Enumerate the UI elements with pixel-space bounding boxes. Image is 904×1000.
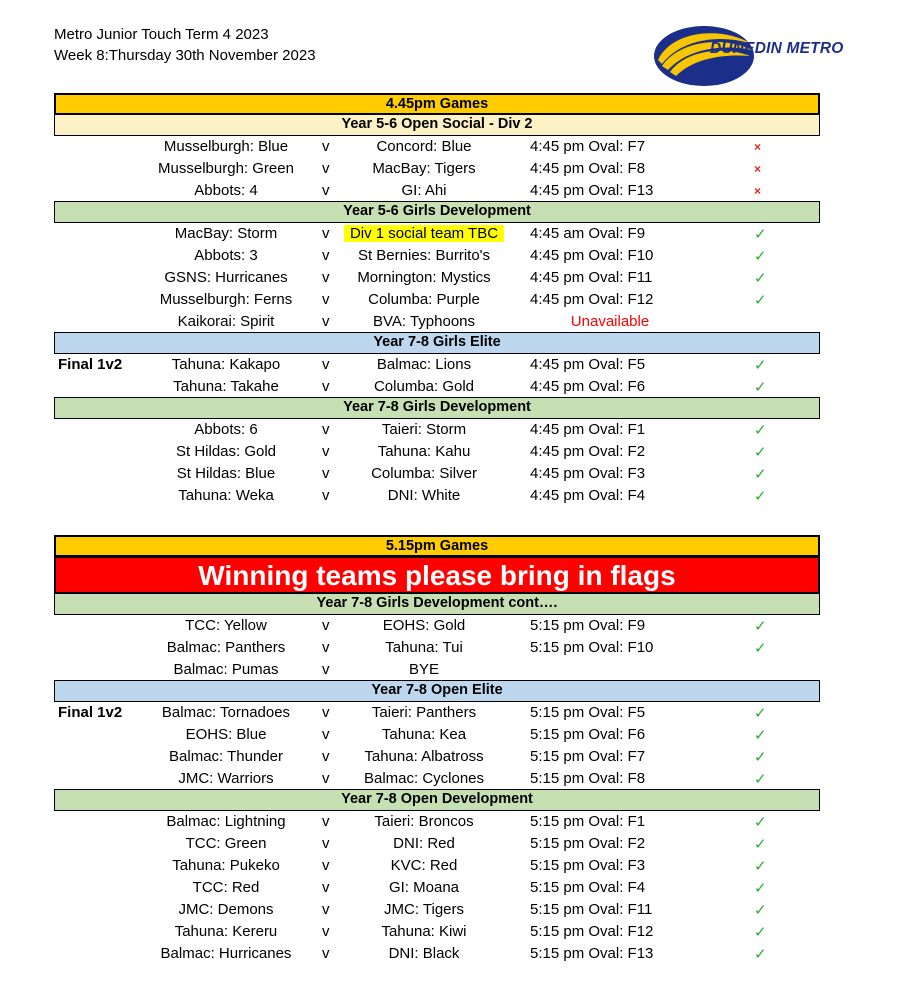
- versus-label: v: [322, 356, 330, 373]
- game-time: 5:15 pm: [530, 857, 585, 874]
- confirmed-check-icon: ✓: [754, 727, 767, 744]
- time-oval: [530, 770, 645, 787]
- confirmed-check-icon: ✓: [754, 749, 767, 766]
- versus-label: v: [322, 901, 330, 918]
- game-row: [54, 615, 820, 637]
- home-team: Tahuna: Pukeko: [172, 857, 280, 874]
- time-oval: [530, 879, 645, 896]
- game-time: 4:45 pm: [530, 356, 585, 373]
- game-row: [54, 223, 820, 245]
- time-oval: [530, 835, 645, 852]
- away-team: DNI: Black: [388, 945, 460, 962]
- versus-label: v: [322, 378, 330, 395]
- away-team: JMC: Tigers: [383, 901, 465, 918]
- oval-field: Oval: F11: [588, 269, 653, 286]
- versus-label: v: [322, 160, 330, 177]
- game-list: [54, 811, 820, 965]
- home-team: Balmac: Panthers: [166, 639, 286, 656]
- away-team: DNI: Red: [393, 835, 455, 852]
- game-time: 4:45 pm: [530, 160, 585, 177]
- home-team: Musselburgh: Blue: [163, 138, 289, 155]
- oval-field: Oval: F2: [588, 835, 646, 852]
- away-team: BVA: Typhoons: [372, 313, 476, 330]
- home-team: Tahuna: Kereru: [174, 923, 278, 940]
- competition-title: Metro Junior Touch Term 4 2023: [54, 26, 269, 43]
- week-date: Week 8:Thursday 30th November 2023: [54, 47, 316, 64]
- confirmed-check-icon: ✓: [754, 924, 767, 941]
- oval-field: Oval: F7: [588, 748, 646, 765]
- confirmed-check-icon: ✓: [754, 379, 767, 396]
- game-time: 4:45 pm: [530, 421, 585, 438]
- game-time: 4:45 pm: [530, 291, 585, 308]
- away-team: Columba: Gold: [373, 378, 475, 395]
- versus-label: v: [322, 770, 330, 787]
- game-time: 5:15 pm: [530, 879, 585, 896]
- game-time: 5:15 pm: [530, 639, 585, 656]
- confirmed-check-icon: ✓: [754, 771, 767, 788]
- time-oval: [530, 923, 653, 940]
- oval-field: Oval: F2: [588, 443, 646, 460]
- time-oval: [530, 857, 645, 874]
- away-team: KVC: Red: [390, 857, 458, 874]
- division-header: Year 5-6 Girls Development: [54, 201, 820, 223]
- oval-field: Oval: F7: [588, 138, 646, 155]
- game-list: [54, 223, 820, 333]
- session-515: [54, 536, 820, 965]
- away-team: Tahuna: Kiwi: [381, 923, 467, 940]
- game-list: [54, 615, 820, 681]
- versus-label: v: [322, 617, 330, 634]
- game-time: 4:45 pm: [530, 378, 585, 395]
- confirmed-check-icon: ✓: [754, 466, 767, 483]
- away-team: Tahuna: Albatross: [364, 748, 484, 765]
- game-time: 4:45 pm: [530, 138, 585, 155]
- time-oval: [530, 726, 645, 743]
- home-team: Tahuna: Kakapo: [171, 356, 281, 373]
- versus-label: v: [322, 704, 330, 721]
- away-team: Columba: Purple: [368, 291, 480, 308]
- game-time: 4:45 pm: [530, 269, 585, 286]
- game-time: 4:45 pm: [530, 182, 585, 199]
- game-time: 5:15 pm: [530, 901, 585, 918]
- time-oval: [530, 160, 645, 177]
- home-team: Tahuna: Takahe: [173, 378, 279, 395]
- game-row: [54, 659, 820, 681]
- time-oval: [530, 443, 645, 460]
- game-time: 5:15 pm: [530, 835, 585, 852]
- versus-label: v: [322, 182, 330, 199]
- game-row: [54, 311, 820, 333]
- oval-field: Oval: F13: [588, 945, 654, 962]
- home-team: Kaikorai: Spirit: [177, 313, 275, 330]
- time-oval: [530, 639, 653, 656]
- game-time: 5:15 pm: [530, 813, 585, 830]
- game-row: [54, 419, 820, 441]
- time-oval: [530, 487, 645, 504]
- game-time: 4:45 pm: [530, 247, 585, 264]
- oval-field: Oval: F12: [588, 291, 654, 308]
- game-row: [54, 768, 820, 790]
- time-oval: [530, 617, 645, 634]
- game-row: [54, 637, 820, 659]
- dunedin-metro-logo: [652, 20, 862, 88]
- division-header: Year 7-8 Girls Development cont….: [54, 593, 820, 615]
- time-oval: [530, 378, 645, 395]
- oval-field: Oval: F9: [588, 617, 646, 634]
- away-team: BYE: [408, 661, 440, 678]
- versus-label: v: [322, 661, 330, 678]
- game-row: [54, 158, 820, 180]
- confirmed-check-icon: ✓: [754, 902, 767, 919]
- time-oval: [530, 704, 645, 721]
- oval-field: Oval: F5: [588, 704, 646, 721]
- game-row: [54, 485, 820, 507]
- away-team: Concord: Blue: [376, 138, 472, 155]
- game-time: 5:15 pm: [530, 923, 585, 940]
- game-time: 4:45 pm: [530, 443, 585, 460]
- game-row: [54, 746, 820, 768]
- confirmed-check-icon: ✓: [754, 836, 767, 853]
- oval-field: Oval: F6: [588, 378, 646, 395]
- oval-field: Oval: F1: [588, 421, 646, 438]
- time-oval: [530, 269, 652, 286]
- division-header: Year 7-8 Open Development: [54, 789, 820, 811]
- oval-field: Oval: F5: [588, 356, 646, 373]
- away-team: DNI: White: [387, 487, 461, 504]
- oval-field: Oval: F12: [588, 923, 654, 940]
- away-team: Balmac: Cyclones: [363, 770, 485, 787]
- session-title: 4.45pm Games: [54, 93, 820, 115]
- time-oval: [530, 945, 653, 962]
- versus-label: v: [322, 923, 330, 940]
- home-team: St Hildas: Gold: [175, 443, 277, 460]
- away-team: St Bernies: Burrito's: [357, 247, 491, 264]
- confirmed-check-icon: ✓: [754, 858, 767, 875]
- oval-field: Oval: F9: [588, 225, 646, 242]
- game-time: 5:15 pm: [530, 726, 585, 743]
- confirmed-check-icon: ✓: [754, 880, 767, 897]
- away-team: Taieri: Panthers: [371, 704, 477, 721]
- away-team: Taieri: Broncos: [374, 813, 474, 830]
- home-team: EOHS: Blue: [185, 726, 267, 743]
- versus-label: v: [322, 421, 330, 438]
- oval-field: Oval: F10: [588, 639, 654, 656]
- home-team: TCC: Yellow: [185, 617, 267, 634]
- away-team: Tahuna: Tui: [385, 639, 463, 656]
- oval-field: Oval: F3: [588, 465, 646, 482]
- versus-label: v: [322, 639, 330, 656]
- division-header: Year 7-8 Girls Development: [54, 397, 820, 419]
- time-oval: [530, 748, 645, 765]
- versus-label: v: [322, 945, 330, 962]
- oval-field: Oval: F8: [588, 160, 646, 177]
- away-team: Tahuna: Kea: [381, 726, 467, 743]
- game-list: [54, 354, 820, 398]
- away-team: Columba: Silver: [371, 465, 477, 482]
- game-row: [54, 376, 820, 398]
- home-team: Musselburgh: Green: [158, 160, 294, 177]
- versus-label: v: [322, 813, 330, 830]
- home-team: Balmac: Tornadoes: [161, 704, 291, 721]
- away-team: Tahuna: Kahu: [377, 443, 471, 460]
- home-team: Tahuna: Weka: [178, 487, 274, 504]
- home-team: MacBay: Storm: [174, 225, 278, 242]
- versus-label: v: [322, 138, 330, 155]
- game-time: 5:15 pm: [530, 945, 585, 962]
- game-row: [54, 136, 820, 158]
- game-list: [54, 702, 820, 790]
- time-oval: [530, 465, 645, 482]
- game-row: [54, 702, 820, 724]
- game-time: 5:15 pm: [530, 748, 585, 765]
- versus-label: v: [322, 748, 330, 765]
- cancelled-cross-icon: ×: [754, 184, 762, 198]
- oval-field: Oval: F4: [588, 879, 646, 896]
- cancelled-cross-icon: ×: [754, 162, 762, 176]
- oval-field: Oval: F3: [588, 857, 646, 874]
- game-row: [54, 877, 820, 899]
- status-unavailable: Unavailable: [570, 313, 650, 330]
- confirmed-check-icon: ✓: [754, 444, 767, 461]
- home-team: Balmac: Lightning: [166, 813, 286, 830]
- game-row: [54, 943, 820, 965]
- away-team: Div 1 social team TBC: [344, 225, 504, 242]
- versus-label: v: [322, 247, 330, 264]
- oval-field: Oval: F11: [588, 901, 653, 918]
- game-row: [54, 855, 820, 877]
- home-team: Balmac: Hurricanes: [160, 945, 292, 962]
- game-time: 4:45 pm: [530, 487, 585, 504]
- away-team: EOHS: Gold: [382, 617, 466, 634]
- home-team: Balmac: Thunder: [169, 748, 283, 765]
- division-header: Year 7-8 Girls Elite: [54, 332, 820, 354]
- home-team: Musselburgh: Ferns: [159, 291, 293, 308]
- game-row: [54, 441, 820, 463]
- home-team: St Hildas: Blue: [176, 465, 276, 482]
- session-445: [54, 94, 820, 507]
- confirmed-check-icon: ✓: [754, 248, 767, 265]
- confirmed-check-icon: ✓: [754, 357, 767, 374]
- versus-label: v: [322, 726, 330, 743]
- confirmed-check-icon: ✓: [754, 270, 767, 287]
- confirmed-check-icon: ✓: [754, 705, 767, 722]
- oval-field: Oval: F10: [588, 247, 654, 264]
- game-time: 5:15 pm: [530, 704, 585, 721]
- home-team: Abbots: 6: [194, 421, 258, 438]
- game-row: [54, 724, 820, 746]
- time-oval: [530, 225, 645, 242]
- game-list: [54, 136, 820, 202]
- game-row: [54, 180, 820, 202]
- versus-label: v: [322, 879, 330, 896]
- game-row: [54, 289, 820, 311]
- time-oval: [530, 901, 652, 918]
- game-row: [54, 245, 820, 267]
- final-note: Final 1v2: [58, 356, 123, 373]
- oval-field: Oval: F6: [588, 726, 646, 743]
- final-note: Final 1v2: [58, 704, 123, 721]
- game-time: 4:45 am: [530, 225, 585, 242]
- versus-label: v: [322, 465, 330, 482]
- away-team: Balmac: Lions: [376, 356, 472, 373]
- confirmed-check-icon: ✓: [754, 422, 767, 439]
- game-row: [54, 899, 820, 921]
- game-row: [54, 833, 820, 855]
- home-team: TCC: Green: [185, 835, 267, 852]
- logo-text: DUNEDIN METRO: [710, 40, 844, 57]
- home-team: Abbots: 3: [194, 247, 258, 264]
- time-oval: [530, 138, 645, 155]
- versus-label: v: [322, 443, 330, 460]
- division-header: Year 5-6 Open Social - Div 2: [54, 114, 820, 136]
- oval-field: Oval: F1: [588, 813, 646, 830]
- division-header: Year 7-8 Open Elite: [54, 680, 820, 702]
- versus-label: v: [322, 269, 330, 286]
- home-team: Balmac: Pumas: [173, 661, 279, 678]
- away-team: Mornington: Mystics: [357, 269, 491, 286]
- flags-banner: Winning teams please bring in flags: [54, 556, 820, 594]
- confirmed-check-icon: ✓: [754, 292, 767, 309]
- home-team: JMC: Warriors: [178, 770, 274, 787]
- game-time: 5:15 pm: [530, 617, 585, 634]
- confirmed-check-icon: ✓: [754, 946, 767, 963]
- away-team: MacBay: Tigers: [372, 160, 476, 177]
- confirmed-check-icon: ✓: [754, 488, 767, 505]
- away-team: GI: Moana: [388, 879, 460, 896]
- versus-label: v: [322, 857, 330, 874]
- home-team: JMC: Demons: [178, 901, 274, 918]
- home-team: Abbots: 4: [194, 182, 258, 199]
- time-oval: [530, 291, 653, 308]
- game-row: [54, 463, 820, 485]
- home-team: GSNS: Hurricanes: [164, 269, 288, 286]
- time-oval: [530, 813, 645, 830]
- game-list: [54, 419, 820, 507]
- time-oval: [530, 247, 653, 264]
- versus-label: v: [322, 225, 330, 242]
- game-time: 4:45 pm: [530, 465, 585, 482]
- confirmed-check-icon: ✓: [754, 814, 767, 831]
- home-team: TCC: Red: [192, 879, 260, 896]
- oval-field: Oval: F4: [588, 487, 646, 504]
- confirmed-check-icon: ✓: [754, 226, 767, 243]
- away-team: GI: Ahi: [401, 182, 447, 199]
- away-team: Taieri: Storm: [381, 421, 467, 438]
- oval-field: Oval: F13: [588, 182, 654, 199]
- game-row: [54, 354, 820, 376]
- oval-field: Oval: F8: [588, 770, 646, 787]
- time-oval: [530, 421, 645, 438]
- cancelled-cross-icon: ×: [754, 140, 762, 154]
- time-oval: [530, 182, 653, 199]
- session-title: 5.15pm Games: [54, 535, 820, 557]
- versus-label: v: [322, 835, 330, 852]
- time-oval: [530, 356, 645, 373]
- document-header: [54, 24, 316, 66]
- versus-label: v: [322, 313, 330, 330]
- versus-label: v: [322, 487, 330, 504]
- game-row: [54, 267, 820, 289]
- game-time: 5:15 pm: [530, 770, 585, 787]
- confirmed-check-icon: ✓: [754, 640, 767, 657]
- versus-label: v: [322, 291, 330, 308]
- confirmed-check-icon: ✓: [754, 618, 767, 635]
- game-row: [54, 921, 820, 943]
- game-row: [54, 811, 820, 833]
